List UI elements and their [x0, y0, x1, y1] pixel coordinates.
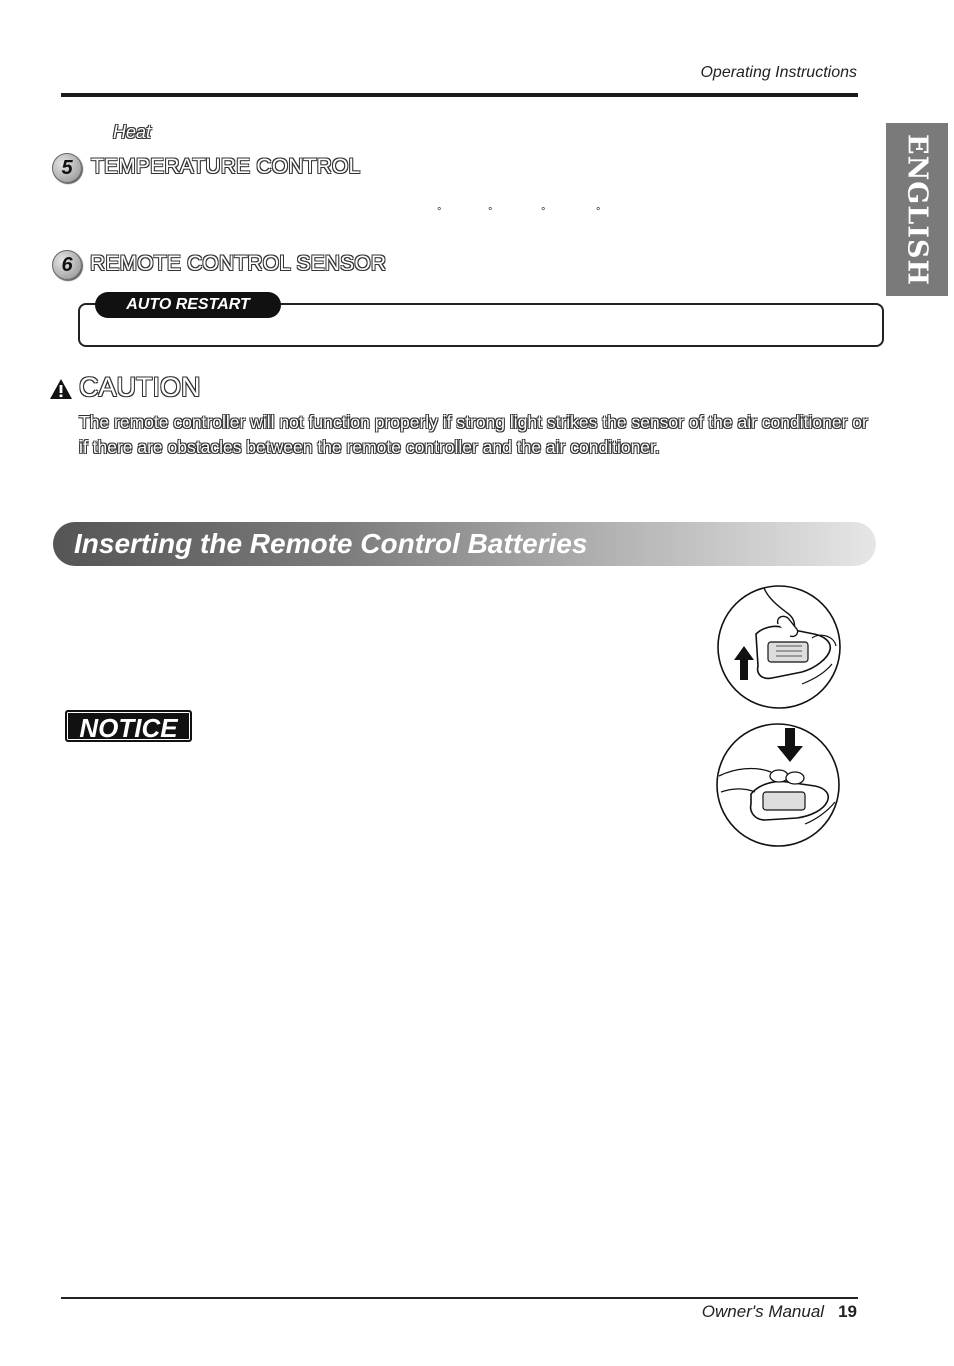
section-number: 5 — [61, 157, 73, 179]
caution-title: CAUTION — [79, 372, 201, 402]
batteries-section-banner — [53, 522, 876, 566]
remote-control-sensor-heading: REMOTE CONTROL SENSOR — [90, 252, 387, 275]
battery-cover-removal-illustration — [716, 584, 842, 710]
notice-label: NOTICE — [79, 713, 178, 743]
header-title: Operating Instructions — [700, 64, 857, 81]
caution-text: The remote controller will not function properly if strong light strikes the sensor of the air conditioner or if there are obstacles between the remote controller and the air conditioner. — [79, 412, 868, 457]
auto-restart-label-pill — [95, 292, 281, 318]
language-tab — [886, 123, 948, 296]
language-tab-label: ENGLISH — [901, 133, 933, 286]
degree-symbol: ° — [596, 206, 601, 218]
section-number: 6 — [61, 254, 73, 276]
degree-symbol: ° — [488, 206, 493, 218]
degree-symbol: ° — [541, 206, 546, 218]
section-number-badge — [52, 153, 82, 183]
page-number: 19 — [838, 1302, 857, 1321]
footer-label: Owner's Manual — [701, 1302, 825, 1321]
section-number-badge — [52, 250, 82, 280]
batteries-section-title: Inserting the Remote Control Batteries — [74, 528, 588, 559]
notice-badge — [65, 710, 192, 742]
auto-restart-label: AUTO RESTART — [126, 296, 250, 313]
warning-triangle-icon — [49, 378, 73, 400]
temperature-control-heading: TEMPERATURE CONTROL — [91, 155, 361, 178]
heat-label: Heat — [113, 122, 152, 142]
footer — [702, 1302, 857, 1322]
degree-symbol: ° — [437, 206, 442, 218]
header-rule — [61, 93, 858, 97]
battery-insertion-illustration — [715, 722, 841, 848]
footer-rule — [61, 1297, 858, 1299]
